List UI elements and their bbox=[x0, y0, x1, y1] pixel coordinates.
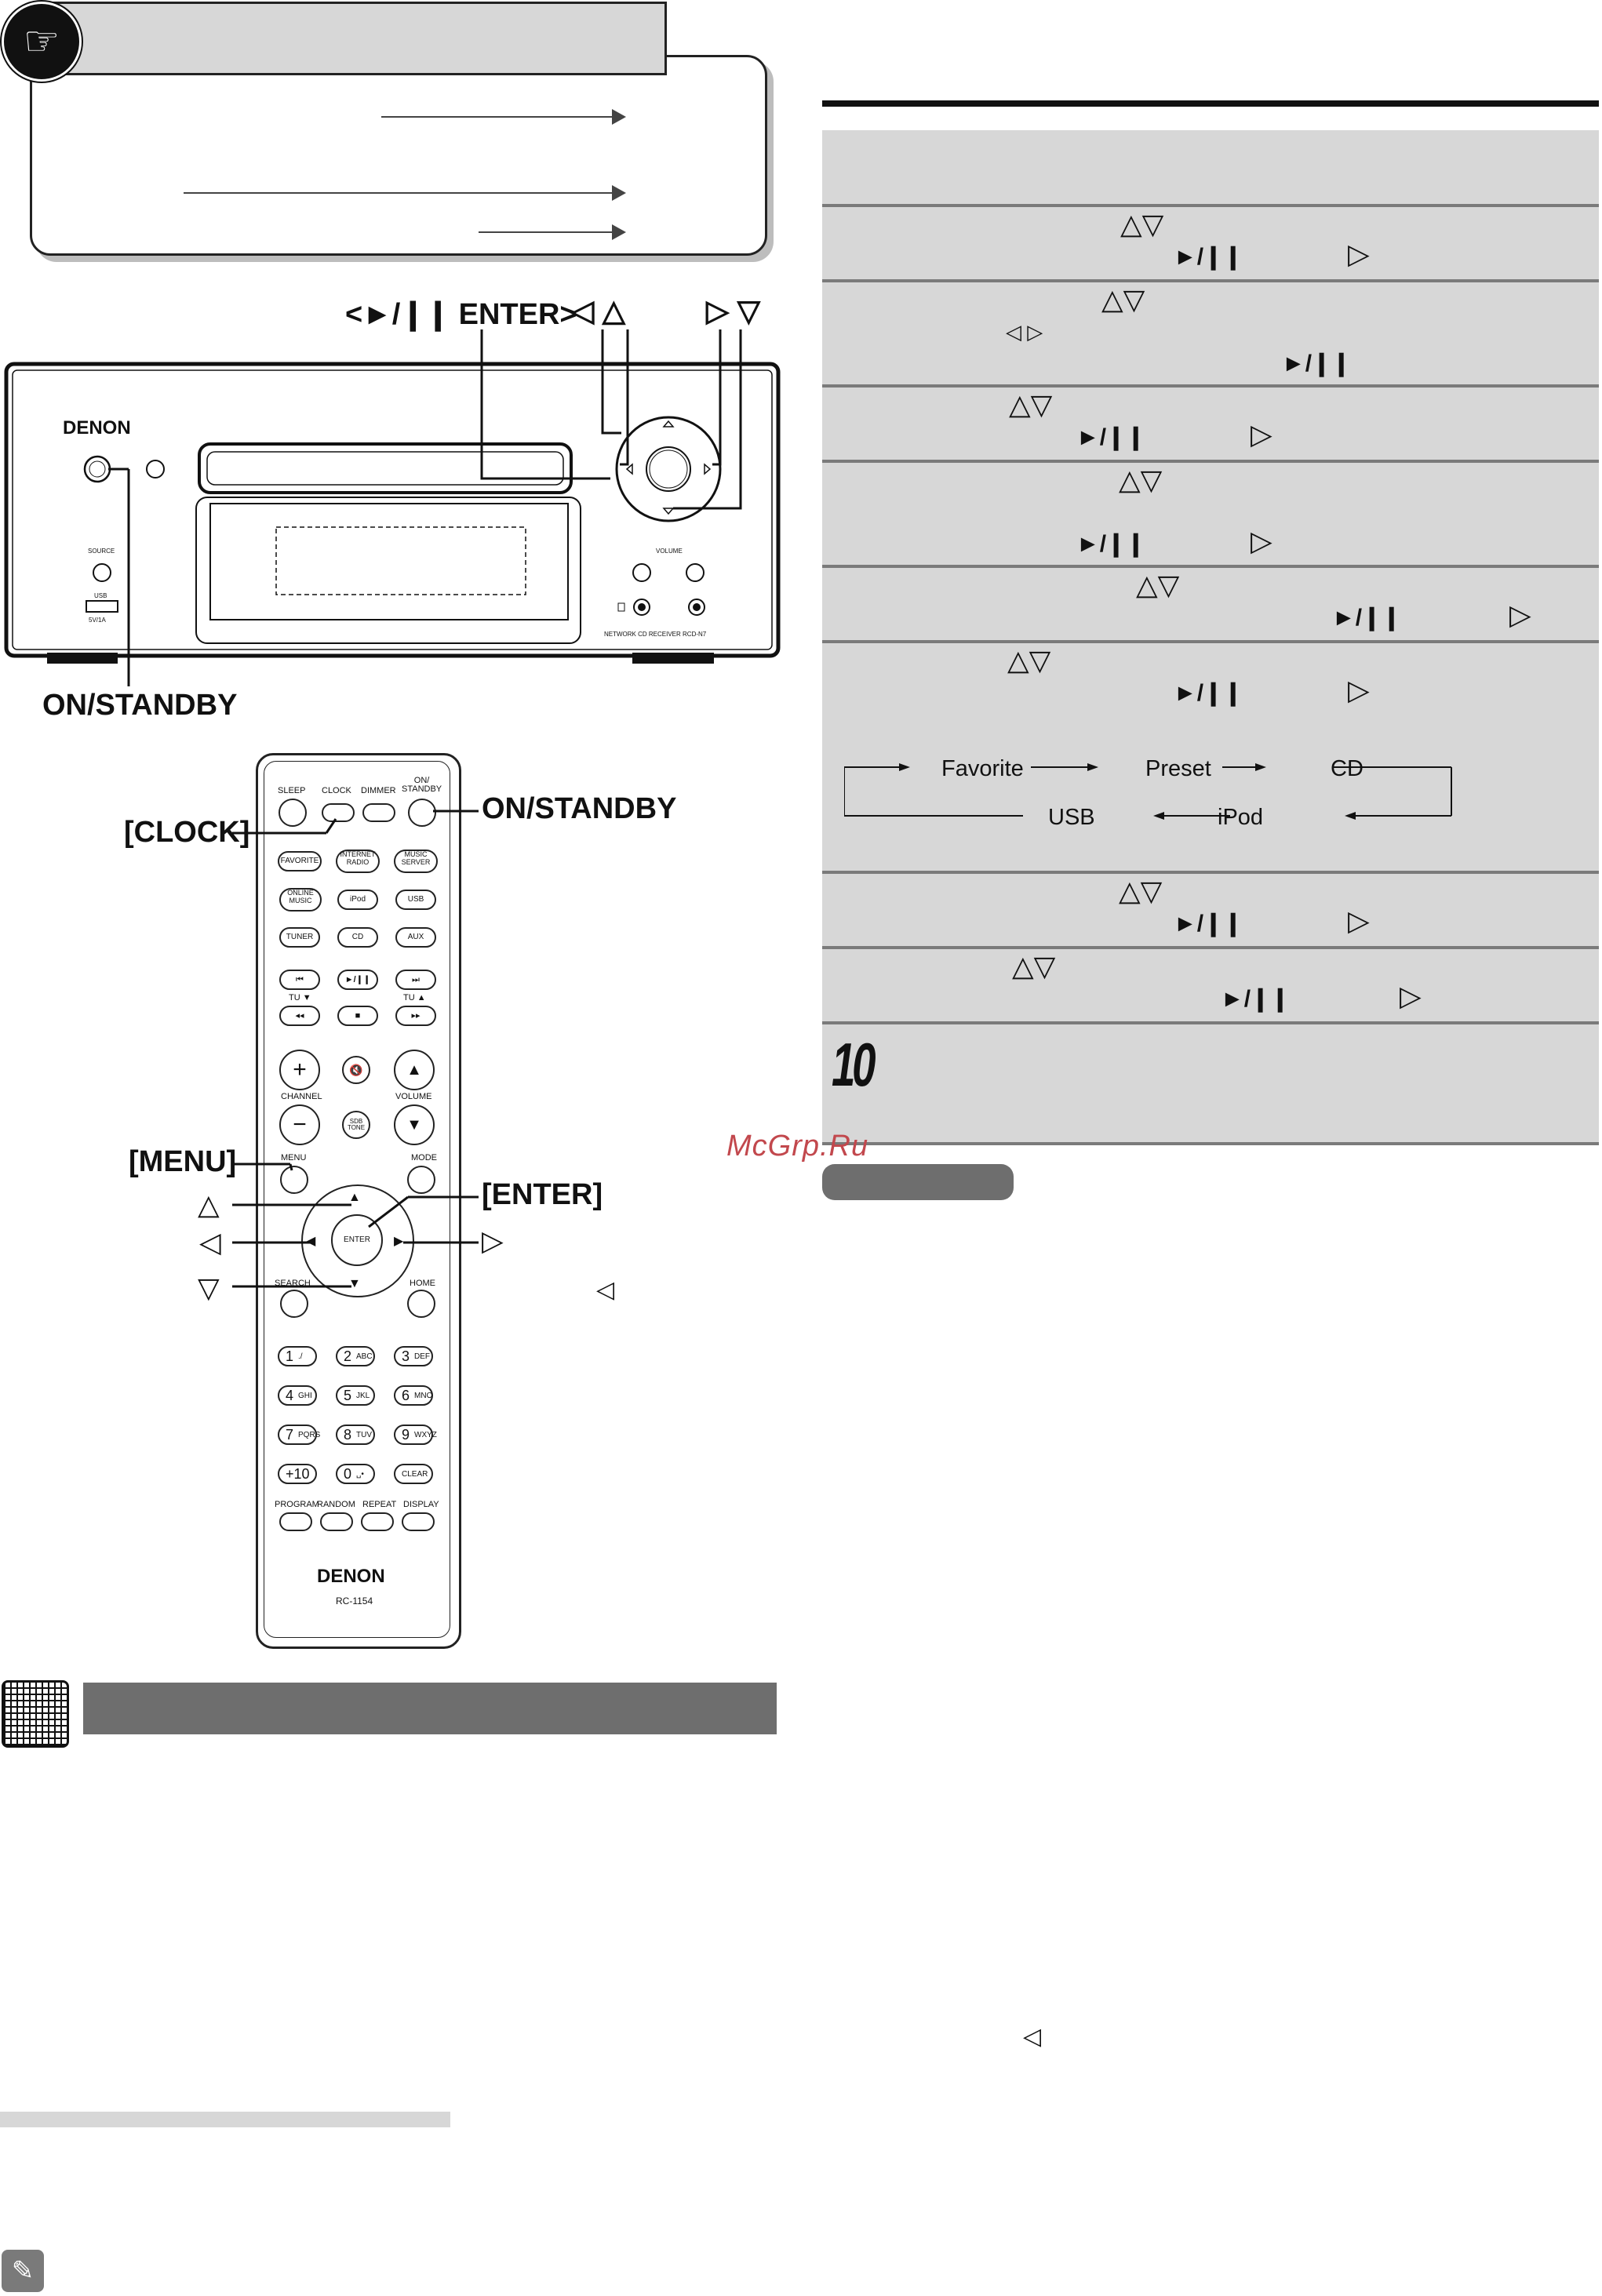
step3-playpause: ►/❙❙ bbox=[1282, 351, 1352, 377]
tuner-up-label: TU ▲ bbox=[403, 993, 426, 1002]
right-down-callout: ▷ ▽ bbox=[706, 295, 761, 328]
cycle-ipod: iPod bbox=[1218, 805, 1264, 830]
sleep-label: SLEEP bbox=[278, 786, 306, 795]
step8-updown: △▽ bbox=[1119, 875, 1163, 907]
numpad-key-letters: GHI bbox=[298, 1391, 312, 1400]
channel-up-button[interactable]: + bbox=[279, 1050, 320, 1090]
step6-playpause: ►/❙❙ bbox=[1332, 605, 1402, 631]
step-row-6 bbox=[822, 568, 1599, 643]
numpad-key-number: 9 bbox=[402, 1426, 410, 1443]
step8-playpause: ►/❙❙ bbox=[1174, 911, 1243, 937]
dimmer-label: DIMMER bbox=[361, 786, 396, 795]
front-source-label: SOURCE bbox=[88, 548, 115, 555]
left-section-header-bar bbox=[83, 1683, 777, 1734]
cycle-cd: CD bbox=[1331, 756, 1364, 781]
numpad-key-letters: ␣• bbox=[356, 1469, 364, 1479]
pointing-hand-icon: ☞ bbox=[2, 2, 82, 82]
numpad-key-letters: PQRS bbox=[298, 1430, 321, 1439]
numpad-key-letters: TUV bbox=[356, 1430, 373, 1439]
step-row-7 bbox=[822, 643, 1599, 874]
rewind-button[interactable]: ◂◂ bbox=[279, 1006, 320, 1026]
numpad-key-letters: ABC bbox=[356, 1352, 373, 1361]
step2-right: ▷ bbox=[1348, 238, 1370, 270]
on-standby-label: ON/ STANDBY bbox=[402, 776, 442, 794]
step8-right: ▷ bbox=[1348, 904, 1370, 937]
step3-updown: △▽ bbox=[1101, 283, 1145, 315]
remote-callout-lines bbox=[0, 0, 785, 2296]
channel-down-button[interactable]: − bbox=[279, 1104, 320, 1145]
skip-back-button[interactable]: ⏮ bbox=[279, 970, 320, 990]
front-usb-label: USB bbox=[94, 592, 107, 599]
step5-right: ▷ bbox=[1251, 525, 1272, 557]
numpad-key-number: CLEAR bbox=[402, 1469, 428, 1479]
display-label: DISPLAY bbox=[403, 1500, 439, 1509]
steps-top-rule bbox=[822, 100, 1599, 107]
repeat-label: REPEAT bbox=[362, 1500, 397, 1509]
step5-updown: △▽ bbox=[1119, 464, 1163, 496]
remote-clock-callout: [CLOCK] bbox=[124, 816, 250, 849]
tuner-down-label: TU ▼ bbox=[289, 993, 311, 1002]
internet-radio-button[interactable]: INTERNET RADIO bbox=[336, 850, 380, 873]
step7-playpause: ►/❙❙ bbox=[1174, 680, 1243, 706]
step7-right: ▷ bbox=[1348, 674, 1370, 706]
remote-down-callout: ▽ bbox=[198, 1272, 220, 1304]
random-label: RANDOM bbox=[317, 1500, 355, 1509]
step-row-10 bbox=[822, 1024, 1599, 1145]
stop-button[interactable]: ■ bbox=[337, 1006, 378, 1026]
numpad-key-number: 6 bbox=[402, 1387, 410, 1403]
favorite-button[interactable]: FAVORITE bbox=[278, 851, 322, 871]
cycle-favorite: Favorite bbox=[941, 756, 1024, 781]
skip-forward-button[interactable]: ⏭ bbox=[395, 970, 436, 990]
front-volume-label: VOLUME bbox=[656, 548, 683, 555]
sdb-tone-button[interactable]: SDB TONE bbox=[342, 1111, 370, 1139]
watermark: McGrp.Ru bbox=[726, 1130, 869, 1163]
remote-right-callout: ▷ bbox=[482, 1224, 504, 1257]
puzzle-icon bbox=[2, 1680, 69, 1748]
remote-note-left-arrow: ◁ bbox=[596, 1277, 615, 1303]
step5-playpause: ►/❙❙ bbox=[1076, 531, 1146, 557]
mute-button[interactable]: 🔇 bbox=[342, 1056, 370, 1084]
cycle-preset: Preset bbox=[1145, 756, 1211, 781]
notes-tab bbox=[822, 1164, 1014, 1200]
numpad-key-number: +10 bbox=[286, 1465, 310, 1482]
enter-callout: <►/❙❙ ENTER> bbox=[345, 298, 577, 331]
numpad-key-letters: JKL bbox=[356, 1391, 370, 1400]
step9-right: ▷ bbox=[1400, 980, 1422, 1012]
front-model-text: NETWORK CD RECEIVER RCD-N7 bbox=[604, 631, 707, 638]
numpad-key-number: 4 bbox=[286, 1387, 294, 1403]
numpad-key-letters: DEF bbox=[414, 1352, 431, 1361]
step2-playpause: ►/❙❙ bbox=[1174, 244, 1243, 270]
aux-button[interactable]: AUX bbox=[395, 927, 436, 948]
usb-button[interactable]: USB bbox=[395, 890, 436, 910]
numpad-key-number: 0 bbox=[344, 1465, 352, 1482]
step-row-4 bbox=[822, 388, 1599, 463]
front-brand: DENON bbox=[63, 417, 131, 438]
step7-updown: △▽ bbox=[1007, 644, 1051, 676]
numpad-key-number: 8 bbox=[344, 1426, 352, 1443]
step10-number: 10 bbox=[832, 1030, 873, 1099]
program-label: PROGRAM bbox=[275, 1500, 319, 1509]
step9-updown: △▽ bbox=[1012, 950, 1056, 982]
bottom-note-left-arrow: ◁ bbox=[1023, 2024, 1042, 2050]
remote-enter-callout: [ENTER] bbox=[482, 1178, 603, 1211]
numpad-key-number: 1 bbox=[286, 1348, 294, 1364]
remote-left-button[interactable]: ◀ bbox=[306, 1235, 316, 1248]
menu-label: MENU bbox=[281, 1153, 307, 1163]
volume-down-button[interactable]: ▼ bbox=[394, 1104, 435, 1145]
online-music-button[interactable]: ONLINE MUSIC bbox=[279, 888, 322, 911]
numpad-key-number: 7 bbox=[286, 1426, 294, 1443]
step9-playpause: ►/❙❙ bbox=[1221, 986, 1291, 1012]
step4-playpause: ►/❙❙ bbox=[1076, 424, 1146, 450]
left-up-callout: ◁ △ bbox=[571, 295, 626, 328]
step2-updown: △▽ bbox=[1120, 208, 1164, 240]
remote-on-standby-callout: ON/STANDBY bbox=[482, 792, 677, 825]
remote-down-button[interactable]: ▼ bbox=[348, 1277, 361, 1290]
channel-label: CHANNEL bbox=[281, 1092, 322, 1101]
step4-right: ▷ bbox=[1251, 418, 1272, 450]
step-row-2 bbox=[822, 207, 1599, 282]
numpad-key-number: 2 bbox=[344, 1348, 352, 1364]
step3-leftright: ◁ ▷ bbox=[1006, 320, 1043, 344]
step-row-5 bbox=[822, 463, 1599, 568]
step-row-9 bbox=[822, 949, 1599, 1024]
step4-updown: △▽ bbox=[1009, 388, 1053, 420]
left-bottom-rule bbox=[0, 2112, 450, 2127]
remote-menu-callout: [MENU] bbox=[129, 1145, 237, 1178]
volume-up-button[interactable]: ▲ bbox=[394, 1050, 435, 1090]
remote-up-button[interactable]: ▲ bbox=[348, 1191, 361, 1204]
mode-label: MODE bbox=[411, 1153, 437, 1163]
front-on-standby-callout: ON/STANDBY bbox=[42, 689, 238, 722]
cd-button[interactable]: CD bbox=[337, 927, 378, 948]
clock-label: CLOCK bbox=[322, 786, 351, 795]
remote-volume-label: VOLUME bbox=[395, 1092, 432, 1101]
numpad-key-letters: WXYZ bbox=[414, 1430, 437, 1439]
step6-right: ▷ bbox=[1509, 599, 1531, 631]
remote-right-button[interactable]: ▶ bbox=[394, 1235, 404, 1248]
step-row-1 bbox=[822, 130, 1599, 207]
numpad-key-letters: MNO bbox=[414, 1391, 433, 1400]
cycle-usb: USB bbox=[1048, 805, 1095, 830]
music-server-button[interactable]: MUSIC SERVER bbox=[394, 850, 438, 873]
remote-enter-button[interactable]: ENTER bbox=[331, 1214, 383, 1266]
front-usb-power: 5V/1A bbox=[89, 617, 106, 624]
step6-updown: △▽ bbox=[1136, 569, 1180, 601]
step-row-3 bbox=[822, 282, 1599, 388]
remote-left-callout: ◁ bbox=[199, 1226, 221, 1258]
pencil-note-icon: ✎ bbox=[2, 2250, 44, 2292]
numpad-key-number: 5 bbox=[344, 1387, 352, 1403]
remote-brand: DENON bbox=[317, 1566, 385, 1587]
search-label: SEARCH bbox=[275, 1279, 311, 1288]
ipod-button[interactable]: iPod bbox=[337, 890, 378, 910]
home-label: HOME bbox=[410, 1279, 435, 1288]
fast-forward-button[interactable]: ▸▸ bbox=[395, 1006, 436, 1026]
remote-model: RC-1154 bbox=[336, 1596, 373, 1606]
numpad-key-number: 3 bbox=[402, 1348, 410, 1364]
remote-up-callout: △ bbox=[198, 1188, 220, 1221]
step-row-8 bbox=[822, 874, 1599, 949]
play-pause-button[interactable]: ►/❙❙ bbox=[337, 970, 378, 990]
numpad-key-letters: ./ bbox=[298, 1352, 303, 1361]
tuner-button[interactable]: TUNER bbox=[279, 927, 320, 948]
